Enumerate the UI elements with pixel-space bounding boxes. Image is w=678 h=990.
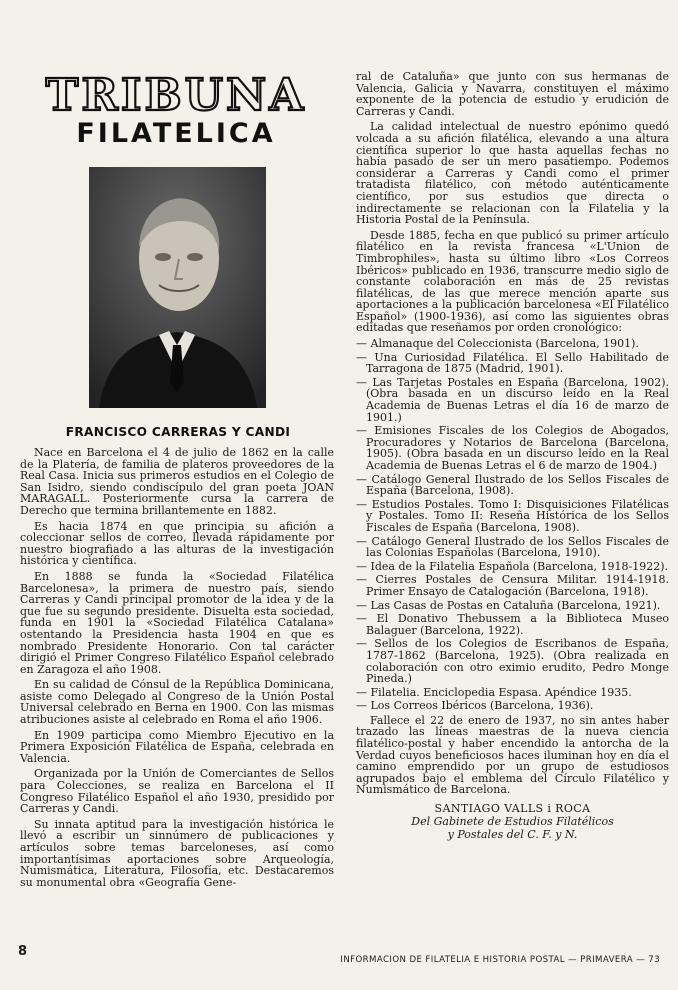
signature bbox=[356, 802, 669, 841]
portrait-photo-icon bbox=[89, 167, 266, 408]
list-item: — Sellos de los Colegios de Escribanos de España, 1787-1862 (Barcelona, 1925). (Obra realizada en colaboración con otro eximio erudito, Pedro Monge Pineda.) bbox=[356, 637, 669, 686]
list-item: — Las Casas de Postas en Cataluña (Barcelona, 1921). bbox=[356, 598, 661, 612]
list-item: — El Donativo Thebussem a la Biblioteca Museo Balaguer (Barcelona, 1922). bbox=[356, 612, 669, 637]
paragraph: En 1888 se funda la «Sociedad Filatélica Barcelonesa», la primera de nuestro país, siendo Carreras y Candi principal promotor de la idea y de la que fue su segundo presidente. Disuelta esta sociedad, funda en 1901 la «Sociedad Filatélica Catalana» ostentando la Presidencia hasta 1904 en que es nombrado Presidente Honorario. Con tal carácter dirigió el Primer Congreso Filatélico Español celebrado en Zaragoza el año 1908. bbox=[20, 569, 334, 676]
list-item: — Almanaque del Coleccionista (Barcelona, 1901). bbox=[356, 337, 639, 351]
masthead-filatelica: FILATELICA bbox=[76, 118, 276, 149]
author-affiliation: y Postales del C. F. y N. bbox=[447, 828, 578, 842]
masthead-tribuna bbox=[40, 72, 312, 116]
decorative-title-art bbox=[40, 72, 312, 116]
paragraph: Es hacia 1874 en que principia su afición a coleccionar sellos de correo, llevada rápidamente por nuestro biografiado a las alturas de la investigación histórica y científica. bbox=[20, 519, 334, 568]
left-column bbox=[20, 447, 334, 892]
works-list bbox=[356, 338, 669, 712]
paragraph: ral de Cataluña» que junto con sus hermanas de Valencia, Galicia y Navarra, constituyen el máximo exponente de la potencia de estudio y erudición de Carreras y Candi. bbox=[356, 70, 669, 118]
list-item: — Catálogo General Ilustrado de los Sellos Fiscales de España (Barcelona, 1908). bbox=[356, 472, 669, 498]
paragraph: Organizada por la Unión de Comerciantes de Sellos para Colecciones, se realiza en Barcelona el II Congreso Filatélico Español el año 1930, presidido por Carreras y Candi. bbox=[20, 767, 334, 816]
list-item: — Filatelia. Enciclopedia Espasa. Apéndice 1935. bbox=[356, 685, 632, 699]
list-item: — Las Tarjetas Postales en España (Barcelona, 1902). (Obra basada en un discurso leído en la Real Academia de Buenas Letras el día 16 de marzo de 1901.) bbox=[356, 375, 669, 424]
masthead-tribuna-text: TRIBUNA bbox=[45, 72, 307, 116]
list-item: — Catálogo General Ilustrado de los Sellos Fiscales de las Colonias Españolas (Barcelona, 1910). bbox=[356, 534, 669, 560]
portrait-photo bbox=[89, 167, 266, 408]
list-item: — Estudios Postales. Tomo I: Disquisiciones Filatélicas y Postales. Tomo II: Reseña Histórica de los Sellos Fiscales de España (Barcelona, 1908). bbox=[356, 497, 669, 534]
right-column bbox=[356, 71, 669, 841]
paragraph: Desde 1885, fecha en que publicó su primer artículo filatélico en la revista francesa «L'Union de Timbrophiles», hasta su último libro «Los Correos Ibéricos» publicado en 1936, transcurre medio siglo de constante colaboración en más de 25 revistas filatélicas, de las que merece mención aparte sus aportaciones a la publicación barcelonesa «El Filatélico Español» (1900-1936), así como las siguientes obras editadas que reseñamos por orden cronológico: bbox=[356, 228, 669, 335]
list-item: — Cierres Postales de Censura Militar. 1914-1918. Primer Ensayo de Catalogación (Barcelona, 1918). bbox=[356, 573, 669, 598]
page-number: 8 bbox=[18, 944, 28, 959]
paragraph: Fallece el 22 de enero de 1937, no sin antes haber trazado las líneas maestras de la nueva ciencia filatélico-postal y haber encendido la antorcha de la Verdad cuyos beneficiosos haces iluminan hoy en día el camino emprendido por un grupo de estudiosos agrupados bajo el emblema del Círculo Filatélico y Numismático de Barcelona. bbox=[356, 713, 669, 797]
subject-heading: FRANCISCO CARRERAS Y CANDI bbox=[65, 425, 291, 439]
paragraph: La calidad intelectual de nuestro epónimo quedó volcada a su afición filatélica, elevando a una altura científica superior lo que hasta aquellas fechas no había pasado de ser un mero pasatiempo. Podemos considerar a Carreras y Candi como el primer tratadista filatélico, con método auténticamente científico, por sus estudios que directa o indirectamente se relacionan con la Filatelia y la Historia Postal de la Península. bbox=[356, 120, 669, 227]
author-name: SANTIAGO VALLS i ROCA bbox=[434, 802, 591, 816]
paragraph: Nace en Barcelona el 4 de julio de 1862 en la calle de la Platería, de familia de plateros proveedores de la Real Casa. Inicia sus primeros estudios en el Colegio de San Isidro, siendo condiscípulo del gran poeta JOAN MARAGALL. Posteriormente cursa la carrera de Derecho que termina brillantemente en 1882. bbox=[20, 446, 334, 517]
author-affiliation: Del Gabinete de Estudios Filatélicos bbox=[411, 815, 614, 829]
paragraph: Su innata aptitud para la investigación histórica le llevó a escribir un sinnúmero de publicaciones y artículos sobre temas barceloneses, así como importantísimas aportaciones sobre Arqueología, Numismática, Literatura, Filosofía, etc. Destacaremos su monumental obra «Geografía Gene- bbox=[20, 817, 334, 889]
paragraph: En su calidad de Cónsul de la República Dominicana, asiste como Delegado al Congreso de la Unión Postal Universal celebrado en Berna en 1900. Con las mismas atribuciones asiste al celebrado en Roma el año 1906. bbox=[20, 678, 334, 727]
list-item: — Los Correos Ibéricos (Barcelona, 1936). bbox=[356, 699, 594, 713]
paragraph: En 1909 participa como Miembro Ejecutivo en la Primera Exposición Filatélica de España, celebrada en Valencia. bbox=[20, 728, 334, 765]
list-item: — Idea de la Filatelia Española (Barcelona, 1918-1922). bbox=[356, 559, 669, 573]
list-item: — Emisiones Fiscales de los Colegios de Abogados, Procuradores y Notarios de Barcelona (Barcelona, 1905). (Obra basada en un discurso leído en la Real Academia de Buenas Letras el 6 de marzo de 1904.) bbox=[356, 424, 669, 472]
list-item: — Una Curiosidad Filatélica. El Sello Habilitado de Tarragona de 1875 (Madrid, 1901). bbox=[356, 350, 669, 376]
running-footer: INFORMACION DE FILATELIA E HISTORIA POSTAL — PRIMAVERA — 73 bbox=[340, 955, 660, 965]
